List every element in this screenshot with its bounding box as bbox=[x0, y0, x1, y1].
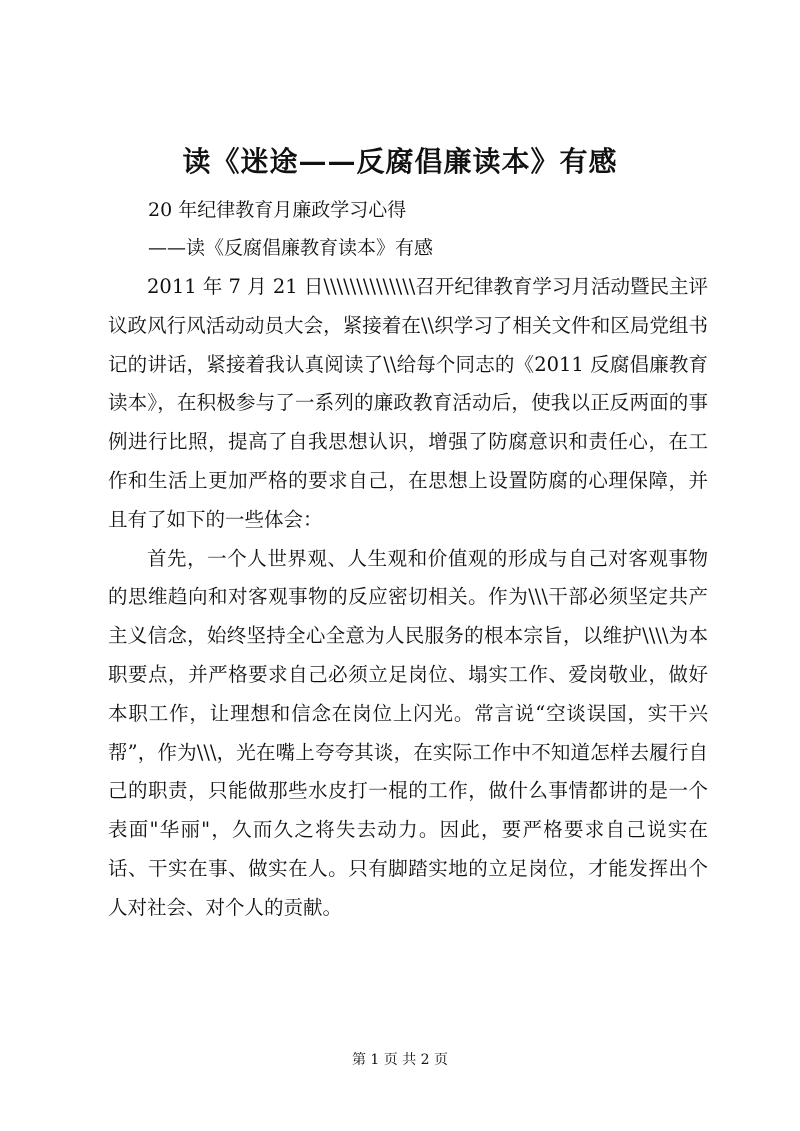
document-subtitle: 20 年纪律教育月廉政学习心得 bbox=[148, 199, 407, 221]
document-title: 读《迷途——反腐倡廉读本》有感 bbox=[182, 145, 618, 178]
document-body bbox=[108, 268, 708, 928]
document-subtitle-secondary: ——读《反腐倡廉教育读本》有感 bbox=[148, 237, 434, 259]
page-footer: 第 1 页 共 2 页 bbox=[351, 1052, 449, 1068]
body-paragraph: 首先，一个人世界观、人生观和价值观的形成与自己对客观事物的思维趋向和对客观事物的反应密切相关。作为\\\干部必须坚定共产主义信念，始终坚持全心全意为人民服务的根本宗旨，以维护\\\\为本职要点，并严格要求自己必须立足岗位、塌实工作、爱岗敬业，做好本职工作，让理想和信念在岗位上闪光。常言说“空谈误国，实干兴帮”，作为\\\，光在嘴上夸夸其谈，在实际工作中不知道怎样去履行自己的职责，只能做那些水皮打一棍的工作，做什么事情都讲的是一个表面"华丽"，久而久之将失去动力。因此，要严格要求自己说实在话、干实在事、做实在人。只有脚踏实地的立足岗位，才能发挥出个人对社会、对个人的贡献。 bbox=[108, 546, 708, 919]
body-paragraph: 2011 年 7 月 21 日\\\\\\\\\\\\\\召开纪律教育学习月活动暨民主评议政风行风活动动员大会，紧接着在\\织学习了相关文件和区局党组书记的讲话，紧接着我认真阅读了\\给每个同志的《2011 反腐倡廉教育读本》，在积极参与了一系列的廉政教育活动后，使我以正反两面的事例进行比照，提高了自我思想认识，增强了防腐意识和责任心，在工作和生活上更加严格的要求自己，在思想上设置防腐的心理保障，并且有了如下的一些体会： bbox=[108, 275, 708, 531]
